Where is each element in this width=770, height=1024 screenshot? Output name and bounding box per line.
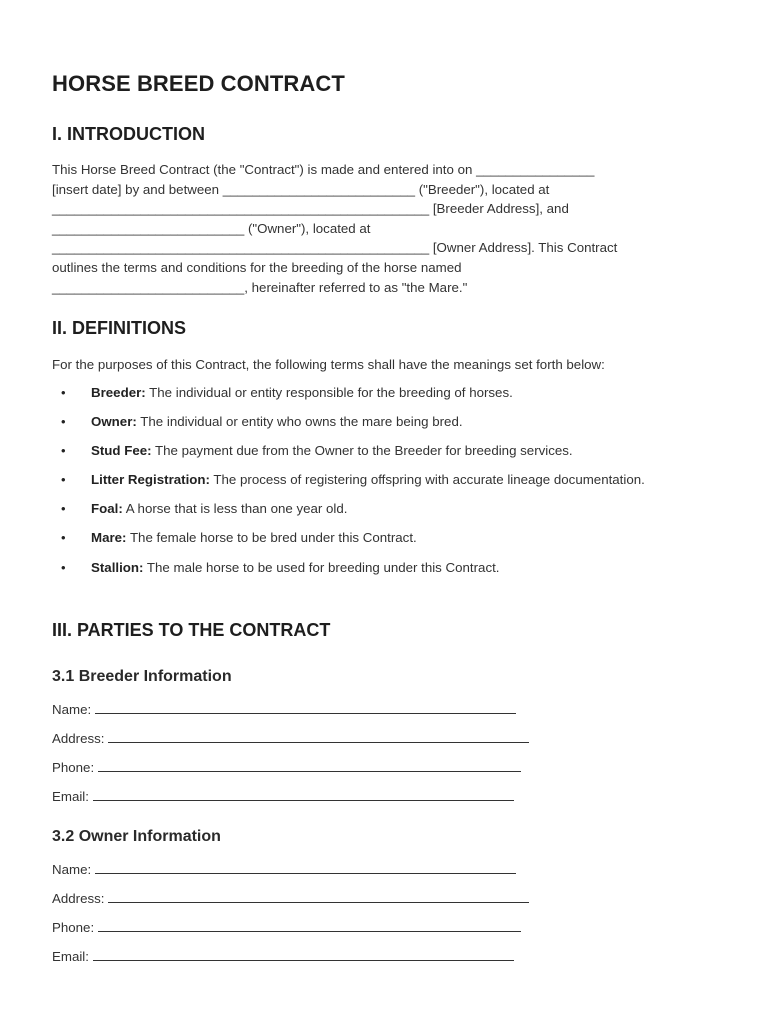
definition-text: The payment due from the Owner to the Breeder for breeding services. xyxy=(151,443,573,459)
owner-address-row xyxy=(52,889,529,908)
owner-name-field[interactable] xyxy=(95,860,516,874)
definition-text: The individual or entity responsible for the breeding of horses. xyxy=(145,385,513,400)
bullet-icon: • xyxy=(61,414,66,430)
introduction-paragraph xyxy=(52,160,742,297)
owner-email-label: Email: xyxy=(52,949,89,964)
breeder-phone-label: Phone: xyxy=(52,760,95,775)
definition-term: Litter Registration: xyxy=(91,472,210,488)
definitions-heading: II. DEFINITIONS xyxy=(52,318,187,338)
definition-item xyxy=(52,528,742,548)
owner-name-label: Name: xyxy=(52,862,92,877)
breeder-name-label: Name: xyxy=(52,702,92,717)
document-title: HORSE BREED CONTRACT xyxy=(52,71,345,96)
introduction-line: __________________________ ("Owner"), located at xyxy=(52,220,371,236)
bullet-icon: • xyxy=(61,559,66,575)
owner-information-heading: 3.2 Owner Information xyxy=(52,828,221,845)
breeder-information-heading: 3.1 Breeder Information xyxy=(52,668,232,685)
definition-term: Stud Fee: xyxy=(91,443,152,459)
breeder-name-row xyxy=(52,700,516,719)
definition-item xyxy=(52,412,742,432)
breeder-email-label: Email: xyxy=(52,789,89,804)
definition-text: The female horse to be bred under this Contract. xyxy=(126,530,417,546)
introduction-line: __________________________, hereinafter referred to as "the Mare." xyxy=(52,279,468,295)
definition-text: The male horse to be used for breeding under this Contract. xyxy=(143,559,500,575)
definition-text: A horse that is less than one year old. xyxy=(122,501,348,517)
breeder-email-field[interactable] xyxy=(93,787,514,801)
owner-address-label: Address: xyxy=(52,891,105,906)
introduction-line: ___________________________________________________ [Breeder Address], and xyxy=(52,201,569,217)
definition-item xyxy=(52,499,742,519)
owner-phone-label: Phone: xyxy=(52,920,95,935)
breeder-address-field[interactable] xyxy=(108,729,529,743)
definition-term: Mare: xyxy=(91,530,127,546)
introduction-heading: I. INTRODUCTION xyxy=(52,124,205,144)
parties-heading: III. PARTIES TO THE CONTRACT xyxy=(52,620,331,640)
breeder-address-row xyxy=(52,729,529,748)
owner-address-field[interactable] xyxy=(108,889,529,903)
owner-phone-field[interactable] xyxy=(98,918,521,932)
definition-text: The process of registering offspring with accurate lineage documentation. xyxy=(209,472,645,488)
definitions-list xyxy=(52,383,742,587)
breeder-address-label: Address: xyxy=(52,731,105,746)
definitions-intro: For the purposes of this Contract, the following terms shall have the meanings set forth below: xyxy=(52,357,605,372)
bullet-icon: • xyxy=(61,385,66,400)
owner-email-field[interactable] xyxy=(93,947,514,961)
breeder-phone-row xyxy=(52,758,521,777)
definition-item xyxy=(52,470,651,490)
definition-term: Stallion: xyxy=(91,559,144,575)
owner-phone-row xyxy=(52,918,521,937)
bullet-icon: • xyxy=(61,501,66,517)
breeder-email-row xyxy=(52,787,514,806)
introduction-line: outlines the terms and conditions for the breeding of the horse named xyxy=(52,259,462,275)
bullet-icon: • xyxy=(61,472,66,488)
definition-term: Breeder: xyxy=(91,385,146,400)
definition-term: Owner: xyxy=(91,414,137,430)
bullet-icon: • xyxy=(61,443,66,459)
breeder-phone-field[interactable] xyxy=(98,758,521,772)
introduction-line: [insert date] by and between __________________________ ("Breeder"), located at xyxy=(52,181,550,197)
definition-item xyxy=(52,441,742,461)
definition-text: The individual or entity who owns the mare being bred. xyxy=(136,414,463,430)
definition-item xyxy=(52,383,742,403)
bullet-icon: • xyxy=(61,530,66,546)
owner-email-row xyxy=(52,947,514,966)
introduction-line: ___________________________________________________ [Owner Address]. This Contract xyxy=(52,240,618,256)
definition-item xyxy=(52,558,742,578)
definition-term: Foal: xyxy=(91,501,123,517)
breeder-name-field[interactable] xyxy=(95,700,516,714)
owner-name-row xyxy=(52,860,516,879)
introduction-line: This Horse Breed Contract (the "Contract") is made and entered into on ________________ xyxy=(52,162,595,177)
